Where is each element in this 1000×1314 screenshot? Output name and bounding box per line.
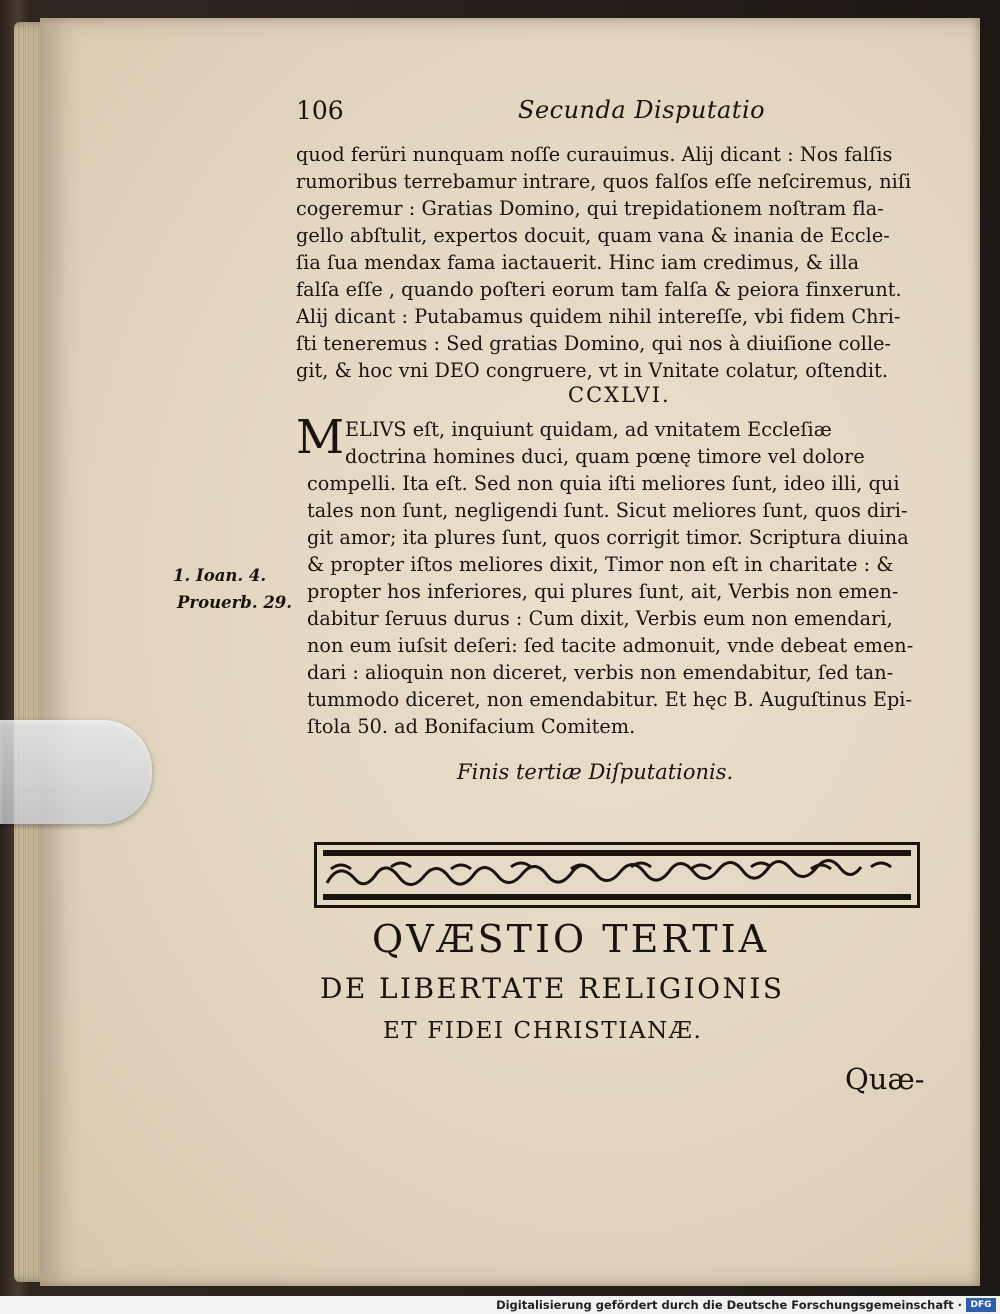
paragraph2-line: ſtola 50. ad Bonifacium Comitem. (307, 715, 636, 738)
paragraph1-line: ſti teneremus : Sed gratias Domino, qui nos à diuiſione colle- (296, 332, 892, 355)
decorative-headpiece (314, 842, 920, 908)
catchword: Quæ- (845, 1062, 925, 1096)
paragraph2-line: dabitur ſeruus durus : Cum dixit, Verbis eum non emendari, (307, 607, 893, 630)
paragraph2-line: propter hos inferiores, qui plures ſunt, ait, Verbis non emen- (307, 580, 899, 603)
quaestio-subtitle-line1: DE LIBERTATE RELIGIONIS (320, 972, 785, 1005)
paragraph1-line: falſa eſſe , quando poſteri eorum tam falſa & peiora finxerunt. (296, 278, 902, 301)
paragraph1-line: Alij dicant : Putabamus quidem nihil intereſſe, vbi fidem Chri- (296, 305, 901, 328)
quaestio-subtitle-line2: ET FIDEI CHRISTIANÆ. (383, 1018, 703, 1044)
margin-note: 1. Ioan. 4. (173, 566, 267, 585)
paragraph2-line: doctrina homines duci, quam pœnę timore vel dolore (345, 445, 865, 468)
dfg-logo: DFG (966, 1298, 996, 1312)
paragraph1-line: rumoribus terrebamur intrare, quos falſos eſſe neſciremus, niſi (296, 170, 912, 193)
paragraph1-line: gello abſtulit, expertos docuit, quam vana & inania de Eccle- (296, 224, 890, 247)
paragraph2-line: non eum iuſsit deſeri: ſed tacite admonuit, vnde debeat emen- (307, 634, 914, 657)
margin-note: Prouerb. 29. (177, 593, 293, 612)
drop-capital: M (296, 410, 345, 465)
paragraph2-line: tummodo diceret, non emendabitur. Et hęc B. Auguſtinus Epi- (307, 688, 912, 711)
ornament-scroll-icon (317, 845, 917, 905)
paragraph2-line: tales non ſunt, negligendi ſunt. Sicut meliores ſunt, quos diri- (307, 499, 908, 522)
section-number: CCXLVI. (568, 383, 671, 407)
footer-credit: Digitalisierung gefördert durch die Deutsche Forschungsgemeinschaft · (496, 1298, 962, 1312)
paragraph1-line: cogeremur : Gratias Domino, qui trepidationem noſtram fla- (296, 197, 884, 220)
paragraph2-line: ELIVS eſt, inquiunt quidam, ad vnitatem Eccleſiæ (345, 418, 832, 441)
running-title: Secunda Disputatio (518, 96, 766, 124)
page-holder-clip (0, 720, 152, 824)
quaestio-title: QVÆSTIO TERTIA (372, 917, 770, 961)
finis-line: Finis tertiæ Diſputationis. (457, 760, 734, 784)
page-number: 106 (296, 96, 344, 125)
paragraph2-line: dari : alioquin non diceret, verbis non emendabitur, ſed tan- (307, 661, 894, 684)
paragraph1-line: ſia ſua mendax fama iactauerit. Hinc iam credimus, & illa (296, 251, 860, 274)
paragraph2-line: git amor; ita plures ſunt, quos corrigit timor. Scriptura diuina (307, 526, 909, 549)
paragraph2-line: compelli. Ita eſt. Sed non quia iſti meliores ſunt, ideo illi, qui (307, 472, 900, 495)
paragraph1-line: quod ferüri nunquam noſſe curauimus. Alij dicant : Nos falſis (296, 143, 893, 166)
paragraph1-line: git, & hoc vni DEO congruere, vt in Vnitate colatur, oſtendit. (296, 359, 888, 382)
paragraph2-line: & propter iſtos meliores dixit, Timor non eſt in charitate : & (307, 553, 894, 576)
